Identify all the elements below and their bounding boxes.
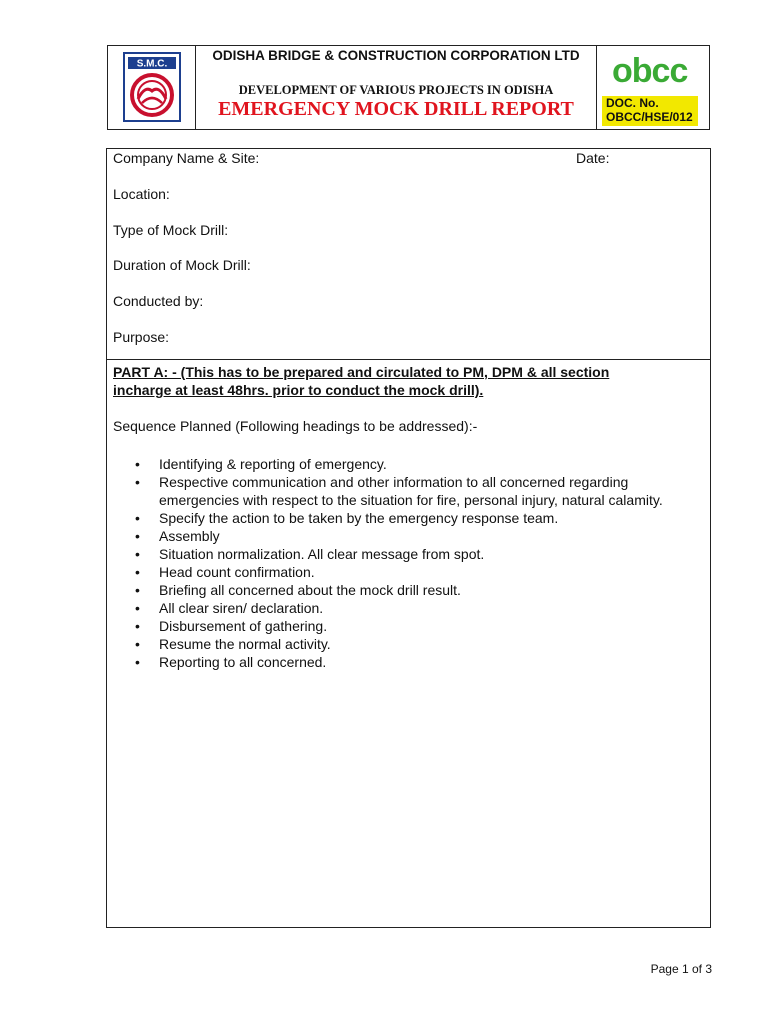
list-item <box>115 599 705 617</box>
bullet-icon: • <box>135 636 140 652</box>
bullet-icon: • <box>135 510 140 526</box>
svg-text:obcc: obcc <box>612 52 688 90</box>
part-a-heading-line2: incharge at least 48hrs. prior to conduct the mock drill). <box>113 382 484 398</box>
list-item <box>115 509 705 527</box>
smc-logo <box>122 51 182 123</box>
bullet-icon: • <box>135 528 140 544</box>
list-item-text: Head count confirmation. <box>159 564 315 580</box>
bullet-icon: • <box>135 618 140 634</box>
purpose-field: Purpose: <box>113 329 170 345</box>
list-item-text: Resume the normal activity. <box>159 636 331 652</box>
list-item-text: Assembly <box>159 528 220 544</box>
list-item <box>115 617 705 635</box>
bullet-icon: • <box>135 546 140 562</box>
list-item <box>115 527 705 545</box>
project-line: DEVELOPMENT OF VARIOUS PROJECTS IN ODISHA <box>238 83 554 97</box>
conducted-by-field: Conducted by: <box>113 293 204 309</box>
bullet-icon: • <box>135 564 140 580</box>
list-item <box>115 653 705 671</box>
list-item-text: Respective communication and other information to all concerned regarding <box>159 474 629 490</box>
duration-field: Duration of Mock Drill: <box>113 257 251 273</box>
doc-number-box <box>602 96 698 126</box>
list-item-text: All clear siren/ declaration. <box>159 600 324 616</box>
doc-number-value: OBCC/HSE/012 <box>606 110 693 124</box>
part-a-heading-line1: PART A: - (This has to be prepared and circulated to PM, DPM & all section <box>113 364 610 380</box>
list-item-text: Identifying & reporting of emergency. <box>159 456 387 472</box>
list-item-text: Situation normalization. All clear message from spot. <box>159 546 485 562</box>
list-item-text: Briefing all concerned about the mock drill result. <box>159 582 461 598</box>
list-item-text-continued: emergencies with respect to the situation for fire, personal injury, natural calamity. <box>159 492 663 508</box>
list-item <box>115 545 705 563</box>
list-item-text: Disbursement of gathering. <box>159 618 328 634</box>
report-title: EMERGENCY MOCK DRILL REPORT <box>218 98 574 120</box>
part-a-heading <box>113 363 708 399</box>
svg-text:S.M.C.: S.M.C. <box>136 58 168 70</box>
page-number: Page 1 of 3 <box>650 962 712 976</box>
bullet-icon: • <box>135 474 140 490</box>
sequence-list <box>115 455 705 671</box>
location-field: Location: <box>113 186 170 202</box>
bullet-icon: • <box>135 600 140 616</box>
bullet-icon: • <box>135 456 140 472</box>
company-name-field: Company Name & Site: <box>113 150 260 166</box>
list-item <box>115 563 705 581</box>
document-header <box>107 45 710 130</box>
list-item <box>115 635 705 653</box>
sequence-intro: Sequence Planned (Following headings to be addressed):- <box>113 418 478 434</box>
bullet-icon: • <box>135 654 140 670</box>
list-item <box>115 455 705 473</box>
obcc-logo <box>608 52 702 92</box>
list-item-text: Reporting to all concerned. <box>159 654 327 670</box>
organization-name: ODISHA BRIDGE & CONSTRUCTION CORPORATION LTD <box>212 48 580 63</box>
type-of-drill-field: Type of Mock Drill: <box>113 222 229 238</box>
list-item <box>115 473 705 509</box>
bullet-icon: • <box>135 582 140 598</box>
doc-number-label: DOC. No. <box>606 96 659 110</box>
date-field: Date: <box>576 150 610 166</box>
list-item-text: Specify the action to be taken by the emergency response team. <box>159 510 559 526</box>
list-item <box>115 581 705 599</box>
